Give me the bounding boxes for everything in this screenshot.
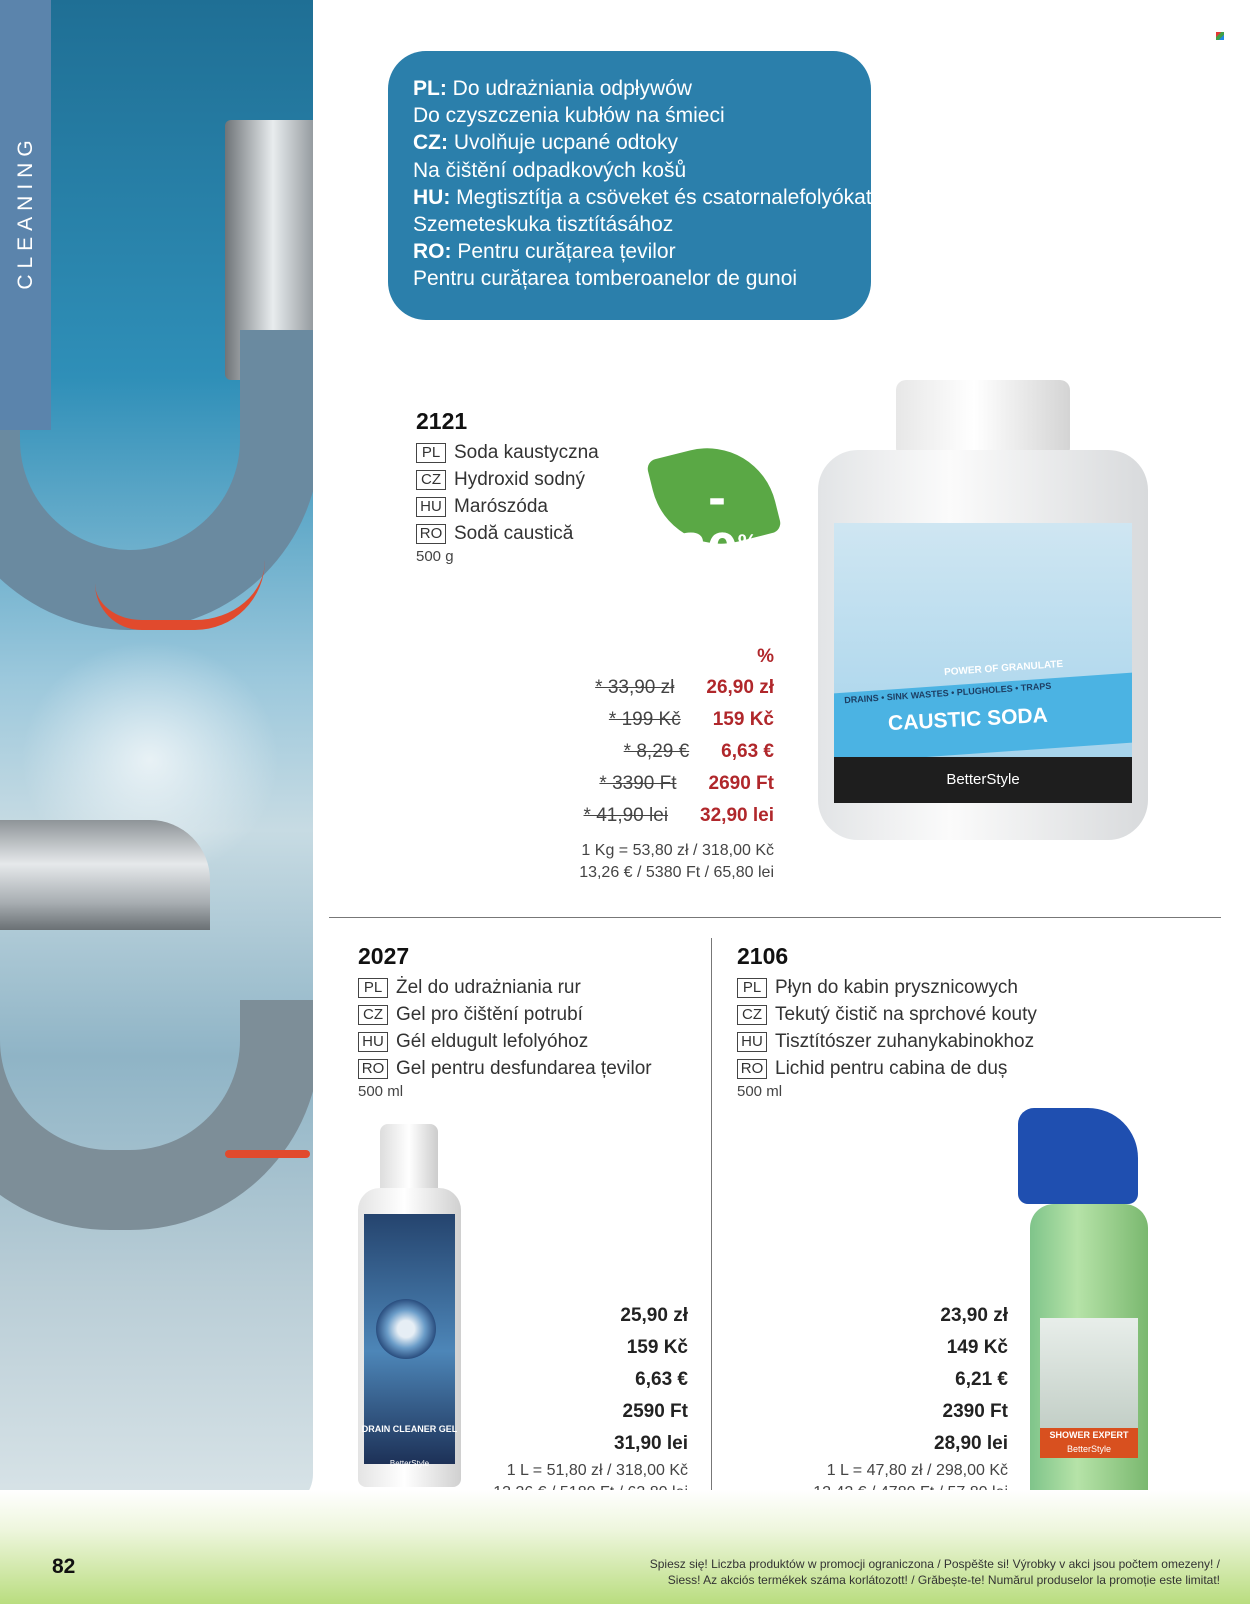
unit-price: 1 Kg = 53,80 zł / 318,00 Kč [581, 842, 774, 859]
info-line: PL: Do udrażniania odpływów [413, 77, 692, 100]
product-name: Gel pro čištění potrubí [396, 1003, 583, 1025]
u-bend-pipe-lower [0, 1000, 313, 1230]
product-name-row [737, 974, 1037, 1001]
product-name: Soda kaustyczna [454, 441, 599, 463]
category-tab [0, 0, 51, 430]
product-name-row [737, 1055, 1037, 1082]
product-name-row [358, 1028, 652, 1055]
product-2106 [737, 943, 1037, 1100]
info-line: Szemeteskuka tisztításához [413, 213, 674, 237]
price-row [560, 672, 774, 704]
product-name: Tisztítószer zuhanykabinokhoz [775, 1030, 1035, 1052]
bottle-label-brand: BetterStyle [389, 1459, 430, 1468]
unit-price: 1 L = 51,80 zł / 318,00 Kč [506, 1462, 688, 1479]
new-price: 6,63 € [721, 741, 774, 762]
price-list-2106 [780, 1300, 1008, 1504]
lang-badge: HU [737, 1032, 767, 1052]
price: 6,63 € [635, 1369, 688, 1390]
price-list-2121 [560, 646, 774, 884]
price-list-2027 [460, 1300, 688, 1504]
flow-arrow-icon [95, 560, 265, 630]
new-price: 26,90 zł [706, 677, 774, 698]
page-number: 82 [52, 1555, 76, 1578]
flow-arrow-icon-lower [225, 1150, 310, 1158]
product-code: 2106 [737, 943, 789, 969]
product-name-row [358, 1055, 652, 1082]
product-name: Sodă caustică [454, 522, 574, 544]
bottle-label-title: DRAIN CLEANER GEL [361, 1424, 458, 1434]
lang-badge: CZ [416, 470, 446, 490]
product-name: Marószóda [454, 495, 548, 517]
price: 23,90 zł [940, 1305, 1008, 1326]
lang-badge: CZ [358, 1005, 388, 1025]
lang-badge: HU [358, 1032, 388, 1052]
price-row [560, 704, 774, 736]
drain-swirl-icon [376, 1299, 436, 1359]
product-name: Hydroxid sodný [454, 468, 585, 490]
old-price: * 41,90 lei [583, 805, 669, 826]
new-price: 2690 Ft [708, 773, 774, 794]
product-name-row [416, 520, 599, 547]
old-price: * 3390 Ft [599, 773, 677, 794]
shower-spray-bottle-image [1010, 1108, 1160, 1508]
jar-label [834, 523, 1132, 803]
product-size: 500 ml [358, 1083, 404, 1100]
old-price: * 199 Kč [608, 709, 681, 730]
product-name-row [737, 1028, 1037, 1055]
label-sub-text: DRAINS • SINK WASTES • PLUGHOLES • TRAPS [843, 680, 1052, 706]
product-name-row [358, 1001, 652, 1028]
pipe-elbow [0, 820, 210, 930]
caustic-soda-jar-image [818, 380, 1148, 840]
new-price: 32,90 lei [700, 805, 774, 826]
price-row [560, 800, 774, 832]
price: 6,21 € [955, 1369, 1008, 1390]
product-code: 2027 [358, 943, 410, 969]
product-name-row [416, 439, 599, 466]
product-name: Żel do udrażniania rur [396, 976, 581, 998]
lang-badge: PL [737, 978, 767, 998]
label-brand: BetterStyle [834, 757, 1132, 803]
product-name: Płyn do kabin prysznicowych [775, 976, 1018, 998]
label-band-text: POWER OF GRANULATE [943, 658, 1064, 679]
discount-badge: - 20% [676, 474, 758, 576]
lang-badge: RO [737, 1059, 767, 1079]
product-name: Gel pentru desfundarea țevilor [396, 1057, 652, 1079]
discount-column-header: % [757, 646, 774, 667]
price-row [560, 736, 774, 768]
product-name: Lichid pentru cabina de duș [775, 1057, 1008, 1079]
old-price: * 33,90 zł [595, 677, 675, 698]
promo-notice [600, 1556, 1220, 1588]
price: 159 Kč [626, 1337, 688, 1358]
product-name-row [416, 493, 599, 520]
category-label: CLEANING [13, 134, 37, 290]
lang-badge: RO [358, 1059, 388, 1079]
info-line: RO: Pentru curățarea țevilor [413, 240, 676, 264]
price-row [560, 768, 774, 800]
section-divider [329, 917, 1221, 918]
price: 25,90 zł [620, 1305, 688, 1326]
spray-trigger [1018, 1108, 1138, 1204]
price: 28,90 lei [934, 1433, 1008, 1454]
column-divider [711, 938, 712, 1513]
product-name-row [737, 1001, 1037, 1028]
promo-notice-line: Siess! Az akciós termékek száma korlátozott! / Grăbește-te! Numărul produselor la promoție este limitat! [667, 1573, 1220, 1587]
price: 2590 Ft [622, 1401, 688, 1422]
product-code: 2121 [416, 408, 468, 434]
product-name: Tekutý čistič na sprchové kouty [775, 1003, 1037, 1025]
info-line: CZ: Uvolňuje ucpané odtoky [413, 131, 678, 155]
lang-badge: RO [416, 524, 446, 544]
percent-symbol: % [737, 530, 758, 555]
product-name-row [358, 974, 652, 1001]
lang-badge: PL [358, 978, 388, 998]
product-size: 500 g [416, 548, 454, 565]
lang-badge: PL [416, 443, 446, 463]
product-size: 500 ml [737, 1083, 783, 1100]
info-line: HU: Megtisztítja a csöveket és csatornalefolyókat [413, 185, 872, 209]
unit-price: 1 L = 47,80 zł / 298,00 Kč [826, 1462, 1008, 1479]
product-name: Gél eldugult lefolyóhoz [396, 1030, 589, 1052]
product-2121 [416, 408, 599, 565]
new-price: 159 Kč [712, 709, 774, 730]
price: 149 Kč [946, 1337, 1008, 1358]
product-name-row [416, 466, 599, 493]
info-line: Pentru curățarea tomberoanelor de gunoi [413, 267, 798, 291]
product-2027 [358, 943, 652, 1100]
price: 2390 Ft [942, 1401, 1008, 1422]
lang-badge: HU [416, 497, 446, 517]
label-title: CAUSTIC SODA [887, 703, 1049, 736]
price: 31,90 lei [614, 1433, 688, 1454]
brand-mark-icon [1216, 32, 1224, 40]
info-line: Do czyszczenia kubłów na śmieci [413, 104, 725, 128]
promo-notice-line: Spiesz się! Liczba produktów w promocji ograniczona / Pospěšte si! Výrobky v akci jsou počtem omezeny! / [649, 1557, 1220, 1571]
unit-price: 13,26 € / 5380 Ft / 65,80 lei [579, 864, 774, 881]
spray-label-band: SHOWER EXPERT BetterStyle [1040, 1428, 1138, 1458]
lang-badge: CZ [737, 1005, 767, 1025]
jar-lid [896, 380, 1070, 458]
usage-info-box [388, 51, 871, 320]
bottle-cap [380, 1124, 438, 1194]
old-price: * 8,29 € [623, 741, 690, 762]
drain-gel-bottle-image [358, 1124, 461, 1487]
info-line: Na čištění odpadkových košů [413, 158, 687, 182]
